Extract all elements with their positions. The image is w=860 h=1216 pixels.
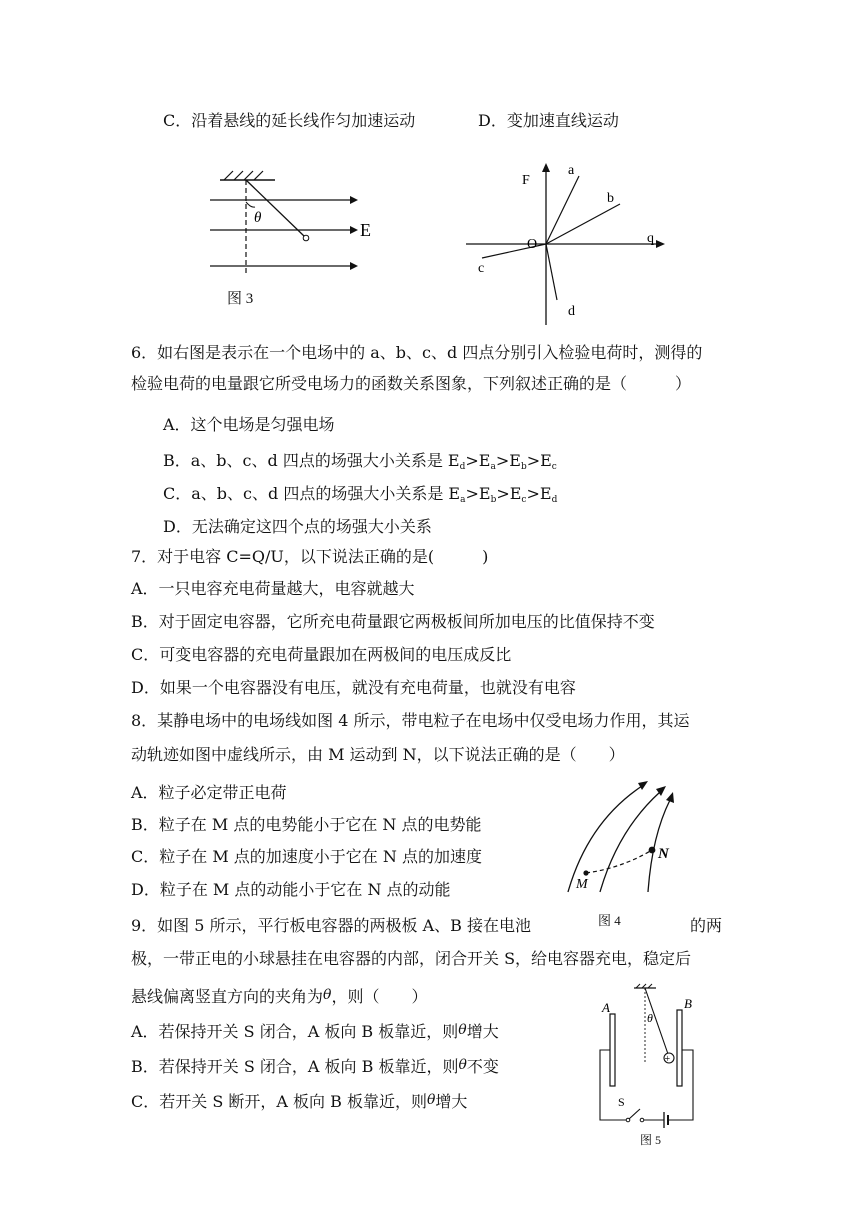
graph-axis-q: q (647, 231, 654, 246)
fig4-label-m: M (576, 877, 588, 892)
q9-stem-line1: 9．如图 5 所示，平行板电容器的两极板 A、B 接在电池 (131, 916, 532, 935)
graph-label-a: a (568, 163, 575, 178)
q9-stem-line3: 悬线偏离竖直方向的夹角为θ，则（ ） (131, 987, 428, 1006)
fig5-plus: + (664, 1054, 671, 1065)
fig4-caption: 图 4 (598, 913, 621, 928)
q9-theta-symbol: θ (323, 987, 332, 1003)
q8-option-c: C．粒子在 M 点的加速度小于它在 N 点的加速度 (131, 847, 482, 866)
graph-axis-f: F (522, 173, 530, 188)
q7-option-c: C．可变电容器的充电荷量跟加在两极间的电压成反比 (131, 645, 512, 664)
q6-option-b: B．a、b、c、d 四点的场强大小关系是 $E_d>E_a>E_b>E_c$ (163, 451, 557, 472)
fig5-theta: θ (647, 1011, 653, 1025)
figure-4 (560, 778, 700, 898)
fig3-caption: 图 3 (227, 291, 254, 307)
q9-option-b: B．若保持开关 S 闭合，A 板向 B 板靠近，则θ不变 (131, 1057, 499, 1076)
q6-option-c-text: C．a、b、c、d 四点的场强大小关系是 (163, 484, 449, 503)
q9-option-a: A．若保持开关 S 闭合，A 板向 B 板靠近，则θ增大 (131, 1022, 499, 1041)
q9-stem-line2: 极，一带正电的小球悬挂在电容器的内部，闭合开关 S，给电容器充电，稳定后 (131, 949, 692, 968)
q8-option-d: D．粒子在 M 点的动能小于它在 N 点的动能 (131, 880, 451, 899)
q6-stem-line1: 6．如右图是表示在一个电场中的 a、b、c、d 四点分别引入检验电荷时，测得的 (131, 343, 703, 362)
fq-graph (460, 160, 670, 330)
q8-option-b: B．粒子在 M 点的电势能小于它在 N 点的电势能 (131, 815, 482, 834)
fig5-label-b: B (684, 996, 692, 1011)
q6-stem-line2: 检验电荷的电量跟它所受电场力的函数关系图象，下列叙述正确的是（ ） (131, 374, 692, 393)
graph-label-d: d (568, 304, 575, 319)
q8-option-a: A．粒子必定带正电荷 (131, 783, 287, 802)
q6-option-c: C．a、b、c、d 四点的场强大小关系是 $E_a>E_b>E_c>E_d$ (163, 484, 558, 505)
q8-stem-line1: 8．某静电场中的电场线如图 4 所示，带电粒子在电场中仅受电场力作用，其运 (131, 711, 690, 730)
fig5-label-a: A (602, 1000, 610, 1015)
q5-option-d: D．变加速直线运动 (478, 111, 619, 130)
figure-3 (200, 168, 380, 278)
q9-stem-line1-end: 的两 (690, 916, 723, 935)
fig3-theta: θ (254, 210, 262, 226)
q7-option-b: B．对于固定电容器，它所充电荷量跟它两极板间所加电压的比值保持不变 (131, 612, 655, 631)
q8-stem-line2: 动轨迹如图中虚线所示，由 M 运动到 N，以下说法正确的是（ ） (131, 745, 625, 764)
graph-origin: O (527, 237, 538, 252)
q7-option-a: A．一只电容充电荷量越大，电容就越大 (131, 579, 415, 598)
q6-option-b-text: B．a、b、c、d 四点的场强大小关系是 (163, 451, 448, 470)
fig4-label-n: N (658, 846, 669, 862)
fig5-caption: 图 5 (640, 1133, 662, 1147)
q7-option-d: D．如果一个电容器没有电压，就没有充电荷量，也就没有电容 (131, 678, 576, 697)
q9-option-c: C．若开关 S 断开，A 板向 B 板靠近，则θ增大 (131, 1092, 468, 1111)
q6-option-a: A．这个电场是匀强电场 (163, 415, 335, 434)
graph-label-c: c (478, 261, 485, 276)
graph-label-b: b (607, 191, 614, 206)
q7-stem: 7．对于电容 C=Q/U，以下说法正确的是( ) (131, 547, 489, 566)
figure-5 (588, 984, 718, 1130)
fig5-label-s: S (618, 1095, 625, 1109)
q6-option-d: D．无法确定这四个点的场强大小关系 (163, 517, 432, 536)
q5-option-c: C．沿着悬线的延长线作匀加速运动 (163, 111, 416, 130)
fig3-field-label: E (360, 220, 371, 240)
